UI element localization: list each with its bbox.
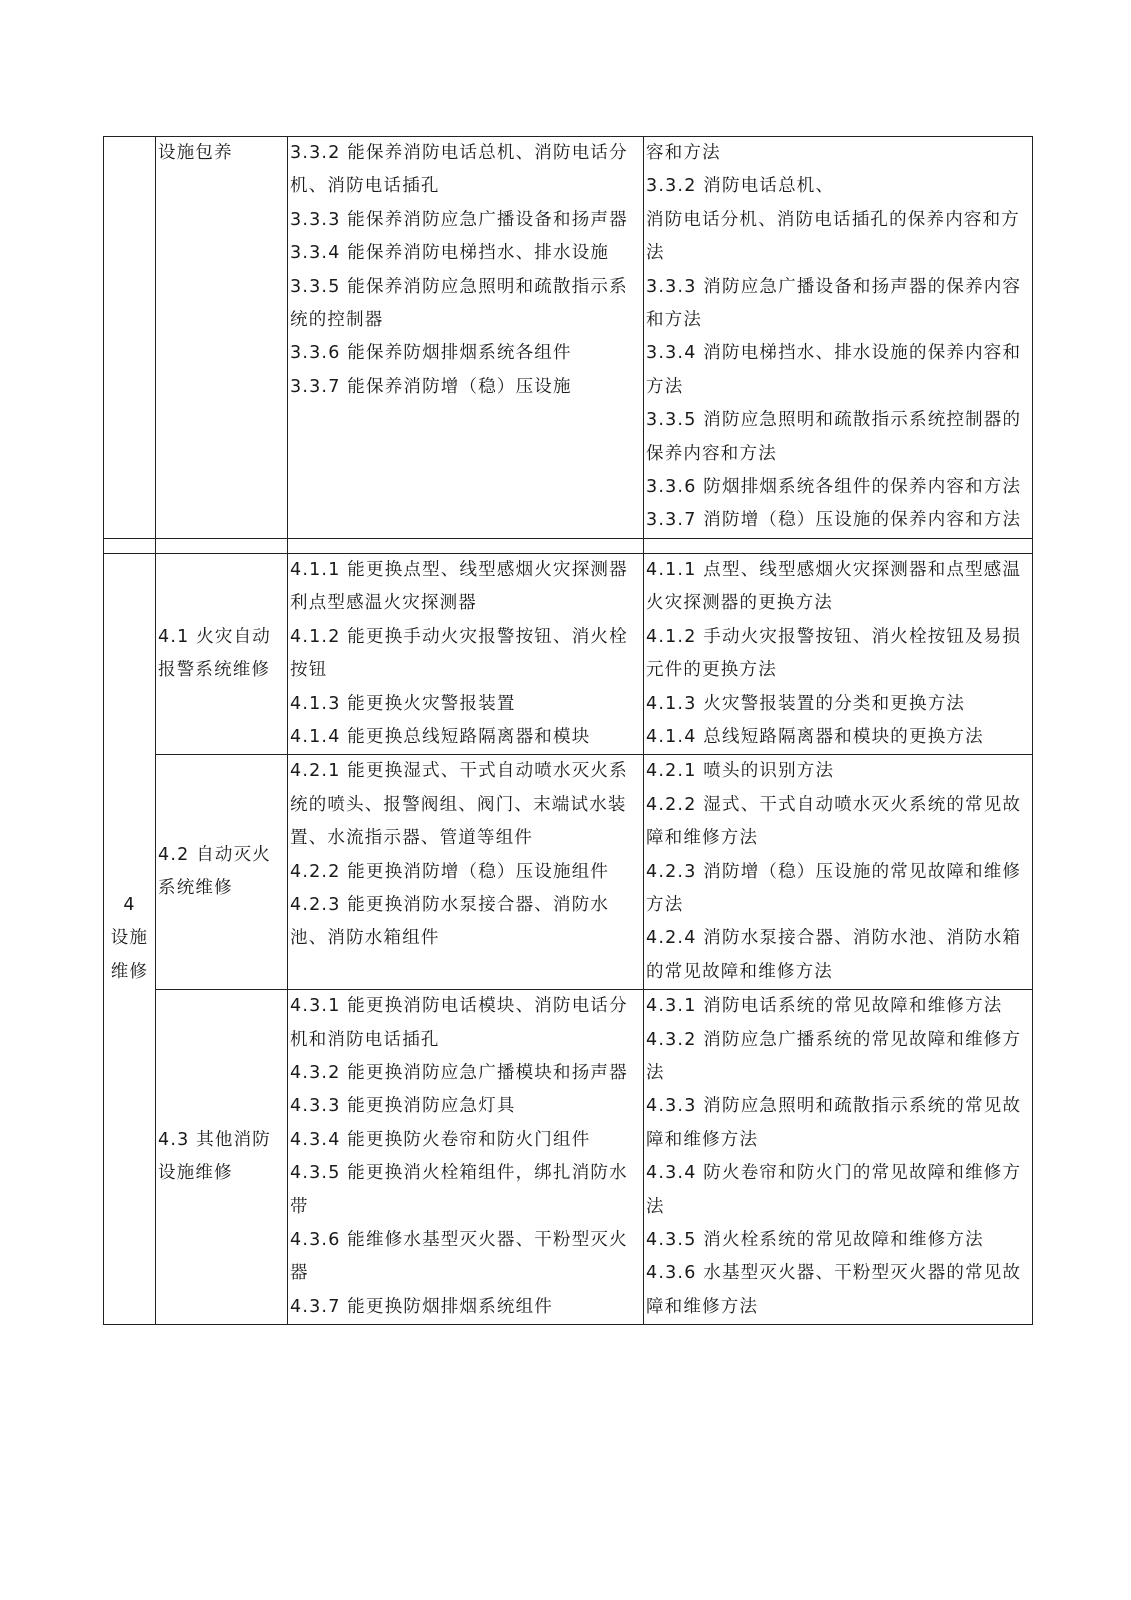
knowledge-item: 3.3.4 消防电梯挡水、排水设施的保养内容和方法	[646, 343, 1022, 397]
skill-item: 3.3.4 能保养消防电梯挡水、排水设施	[290, 243, 610, 264]
skill-item: 4.1.3 能更换火灾警报装置	[290, 693, 516, 714]
knowledge-item: 容和方法	[646, 143, 721, 163]
skill-item: 4.3.6 能维修水基型灭火器、干粉型灭火器	[290, 1230, 628, 1284]
skill-item: 3.3.2 能保养消防电话总机、消防电话分机、消防电话插孔	[290, 143, 628, 197]
knowledge-item: 4.3.3 消防应急照明和疏散指示系统的常见故障和维修方法	[646, 1096, 1022, 1150]
skill-requirements-cell	[288, 990, 644, 1325]
knowledge-item: 3.3.2 消防电话总机、	[646, 176, 835, 197]
knowledge-item: 4.2.4 消防水泵接合器、消防水池、消防水箱的常见故障和维修方法	[646, 928, 1022, 982]
knowledge-item: 4.1.2 手动火灾报警按钮、消火栓按钮及易损元件的更换方法	[646, 626, 1022, 681]
work-unit-label: 设施包养	[158, 143, 233, 163]
skill-item: 4.3.4 能更换防火卷帘和防火门组件	[290, 1129, 591, 1150]
table-row	[104, 553, 1033, 754]
skill-item: 4.2.3 能更换消防水泵接合器、消防水池、消防水箱组件	[290, 894, 610, 949]
skill-item: 4.2.2 能更换消防增（稳）压设施组件	[290, 861, 610, 882]
skill-item: 3.3.6 能保养防烟排烟系统各组件	[290, 343, 572, 364]
knowledge-item: 4.3.4 防火卷帘和防火门的常见故障和维修方法	[646, 1163, 1022, 1217]
related-knowledge-cell	[644, 137, 1033, 539]
function-name: 设施维修	[110, 928, 149, 982]
section-spacer-row	[104, 538, 1033, 553]
knowledge-item: 4.2.3 消防增（稳）压设施的常见故障和维修方法	[646, 861, 1022, 915]
skill-item: 4.3.7 能更换防烟排烟系统组件	[290, 1296, 553, 1317]
knowledge-item: 3.3.6 防烟排烟系统各组件的保养内容和方法	[646, 477, 1022, 498]
knowledge-item: 3.3.5 消防应急照明和疏散指示系统控制器的保养内容和方法	[646, 410, 1022, 464]
spacer-cell	[288, 538, 644, 553]
knowledge-item: 4.3.2 消防应急广播系统的常见故障和维修方法	[646, 1029, 1022, 1083]
knowledge-item: 4.2.1 喷头的识别方法	[646, 761, 835, 782]
table-row	[104, 137, 1033, 539]
spacer-cell	[104, 538, 156, 553]
knowledge-item: 3.3.7 消防增（稳）压设施的保养内容和方法	[646, 510, 1022, 531]
skill-item: 4.3.5 能更换消火栓箱组件，绑扎消防水带	[290, 1163, 628, 1217]
spacer-cell	[644, 538, 1033, 553]
knowledge-item: 4.2.2 湿式、干式自动喷水灭火系统的常见故障和维修方法	[646, 794, 1022, 849]
related-knowledge-cell	[644, 990, 1033, 1325]
spacer-cell	[156, 538, 288, 553]
function-cell	[104, 553, 156, 1324]
skill-item: 4.3.1 能更换消防电话模块、消防电话分机和消防电话插孔	[290, 996, 628, 1050]
knowledge-item: 4.1.3 火灾警报装置的分类和更换方法	[646, 693, 966, 714]
skill-item: 3.3.7 能保养消防增（稳）压设施	[290, 376, 572, 397]
knowledge-item: 4.3.6 水基型灭火器、干粉型灭火器的常见故障和维修方法	[646, 1263, 1022, 1317]
knowledge-item: 4.3.5 消火栓系统的常见故障和维修方法	[646, 1230, 984, 1250]
knowledge-item: 4.1.1 点型、线型感烟火灾探测器和点型感温火灾探测器的更换方法	[646, 559, 1022, 614]
table-row	[104, 990, 1033, 1325]
skill-item: 3.3.5 能保养消防应急照明和疏散指示系统的控制器	[290, 276, 628, 331]
skill-requirements-cell	[288, 755, 644, 990]
knowledge-item: 消防电话分机、消防电话插孔的保养内容和方法	[646, 209, 1020, 264]
skill-requirements-cell	[288, 553, 644, 754]
work-unit-cell	[156, 990, 288, 1325]
work-unit-cell	[156, 553, 288, 754]
work-unit-label: 4.3 其他消防设施维修	[158, 1129, 271, 1184]
skill-item: 4.3.2 能更换消防应急广播模块和扬声器	[290, 1062, 628, 1083]
knowledge-item: 4.1.4 总线短路隔离器和模块的更换方法	[646, 726, 984, 747]
skill-item: 4.2.1 能更换湿式、干式自动喷水灭火系统的喷头、报警阀组、阀门、末端试水装置、水流指示器、管道等组件	[290, 761, 628, 849]
skill-requirements-cell	[288, 137, 644, 539]
table-row	[104, 755, 1033, 990]
work-unit-label: 4.1 火灾自动报警系统维修	[158, 626, 271, 681]
skill-item: 4.1.4 能更换总线短路隔离器和模块	[290, 726, 591, 747]
knowledge-item: 4.3.1 消防电话系统的常见故障和维修方法	[646, 996, 1003, 1017]
knowledge-item: 3.3.3 消防应急广播设备和扬声器的保养内容和方法	[646, 276, 1022, 331]
work-unit-cell	[156, 755, 288, 990]
function-cell	[104, 137, 156, 539]
work-unit-cell	[156, 137, 288, 539]
skill-item: 3.3.3 能保养消防应急广播设备和扬声器	[290, 209, 628, 230]
standards-table	[103, 136, 1033, 1325]
related-knowledge-cell	[644, 553, 1033, 754]
work-unit-label: 4.2 自动灭火系统维修	[158, 844, 271, 899]
skill-item: 4.3.3 能更换消防应急灯具	[290, 1096, 516, 1117]
skill-item: 4.1.2 能更换手动火灾报警按钮、消火栓按钮	[290, 626, 628, 681]
skill-item: 4.1.1 能更换点型、线型感烟火灾探测器利点型感温火灾探测器	[290, 559, 628, 614]
function-number: 4	[123, 894, 136, 915]
related-knowledge-cell	[644, 755, 1033, 990]
